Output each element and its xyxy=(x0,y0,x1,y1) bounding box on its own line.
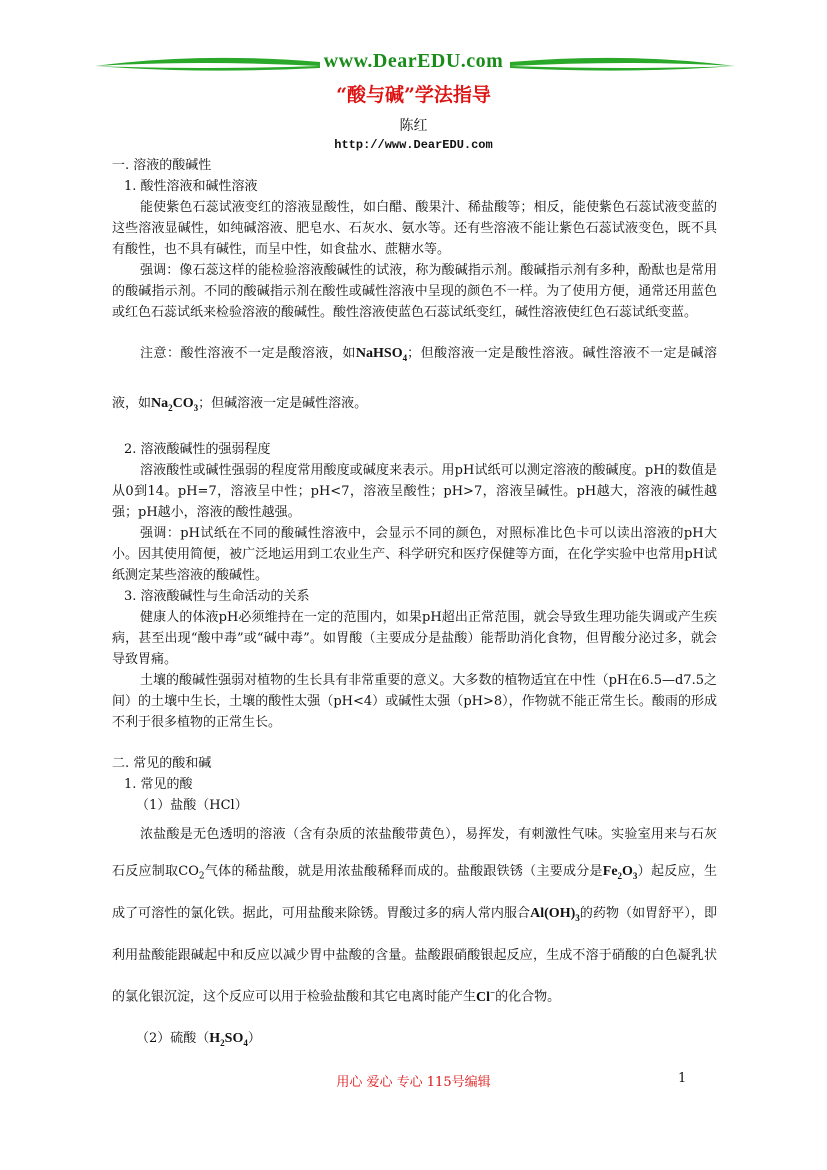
formula-fe2o3: $Fe_2O_3$ xyxy=(602,863,638,881)
paragraph: 强调：像石蕊这样的能检验溶液酸碱性的试液，称为酸碱指示剂。酸碱指示剂有多种，酚酞也是常用的酸碱指示剂。不同的酸碱指示剂在酸性或碱性溶液中呈现的颜色不一样。为了使用方便，通常还用蓝色或红色石蕊试纸来检验溶液的酸碱性。酸性溶液使蓝色石蕊试纸变红，碱性溶液使红色石蕊试纸变蓝。 xyxy=(112,263,717,320)
source-url[interactable]: http://www.DearEDU.com xyxy=(334,138,493,152)
paragraph: 强调：pH试纸在不同的酸碱性溶液中，会显示不同的颜色，对照标准比色卡可以读出溶液的pH大小。因其使用简便，被广泛地运用到工农业生产、科学研究和医疗保健等方面，在化学实验中也常用pH试纸测定某些溶液的酸碱性。 xyxy=(112,525,717,583)
page-number: 1 xyxy=(678,1071,687,1086)
paragraph: 能使紫色石蕊试液变红的溶液显酸性，如白醋、酸果汁、稀盐酸等；相反，能使紫色石蕊试液变蓝的这些溶液显碱性，如纯碱溶液、肥皂水、石灰水、氨水等。还有些溶液不能让紫色石蕊试液变色，既不具有酸性，也不具有碱性，而呈中性，如食盐水、蔗糖水等。 xyxy=(112,200,717,257)
subsection-heading: 3. 溶液酸碱性与生命活动的关系 xyxy=(124,588,310,604)
page-title: “酸与碱”学法指导 xyxy=(336,84,491,106)
section-heading: 一. 溶液的酸碱性 xyxy=(112,158,212,173)
section-heading: 二. 常见的酸和碱 xyxy=(112,755,212,771)
paragraph: 溶液酸性或碱性强弱的程度常用酸度或碱度来表示。用pH试纸可以测定溶液的酸碱度。pH的数值是从0到14。pH=7，溶液呈中性；pH<7，溶液呈酸性；pH>7，溶液呈碱性。pH越大，溶液的碱性越强；pH越小，溶液的酸性越强。 xyxy=(112,462,717,520)
item-heading: （1）盐酸（HCl） xyxy=(136,797,248,813)
subsection-heading: 1. 常见的酸 xyxy=(124,776,193,792)
subsection-heading: 1. 酸性溶液和碱性溶液 xyxy=(124,179,258,194)
formula-na2co3: $Na_2CO_3$ xyxy=(151,395,199,413)
formula-h2so4: $H_2SO_4$ xyxy=(209,1030,248,1048)
site-logo[interactable]: www.DearEDU.com xyxy=(323,50,504,72)
paragraph: 土壤的酸碱性强弱对植物的生长具有非常重要的意义。大多数的植物适宜在中性（pH在6.5—d7.5之间）的土壤中生长，土壤的酸性太强（pH<4）或碱性太强（pH>8），作物就不能正常生长。酸雨的形成不利于很多植物的正常生长。 xyxy=(112,672,717,730)
formula-cl: Cl− xyxy=(476,986,496,1005)
item-heading: （2）硫酸$(H_2SO_4)$ xyxy=(136,1030,261,1048)
author: 陈红 xyxy=(399,118,428,134)
note-paragraph: 注意：酸性溶液不一定是酸溶液，如NaHSO$_4$；但酸溶液一定是酸性溶液。碱性溶液不一定是碱溶液，如$Na_2CO_3$；但碱溶液一定是碱性溶液。 xyxy=(112,346,717,413)
formula-nahso4: NaHSO$_4$ xyxy=(355,346,408,363)
formula-aloh3: $Al(OH)_3$ xyxy=(530,906,580,923)
footer-text: 用心 爱心 专心 115号编辑 xyxy=(336,1075,491,1090)
subsection-heading: 2. 溶液酸碱性的强弱程度 xyxy=(124,441,271,457)
hcl-paragraph: 浓盐酸是无色透明的溶液（含有杂质的浓盐酸带黄色），易挥发，有刺激性气味。实验室用来与石灰石反应制取$CO_2$气体的稀盐酸，就是用浓盐酸稀释而成的。盐酸跟铁锈（主要成分是$Fe_2O_3$）起反应，生成了可溶性的氯化铁。据此，可用盐酸来除锈。胃酸过多的病人常内服合$Al(OH)_3$的药物（如胃舒平），即利用盐酸能跟碱起中和反应以减少胃中盐酸的含量。盐酸跟硝酸银起反应，生成不溶于硝酸的白色凝乳状的氯化银沉淀，这个反应可以用于检验盐酸和其它电离时能产生Cl−的化合物。 xyxy=(112,826,717,1005)
document-body xyxy=(112,155,717,1057)
paragraph: 健康人的体液pH必须维持在一定的范围内，如果pH超出正常范围，就会导致生理功能失调或产生疾病，甚至出现“酸中毒”或“碱中毒”。如胃酸（主要成分是盐酸）能帮助消化食物，但胃酸分泌过多，就会导致胃痛。 xyxy=(112,609,717,667)
